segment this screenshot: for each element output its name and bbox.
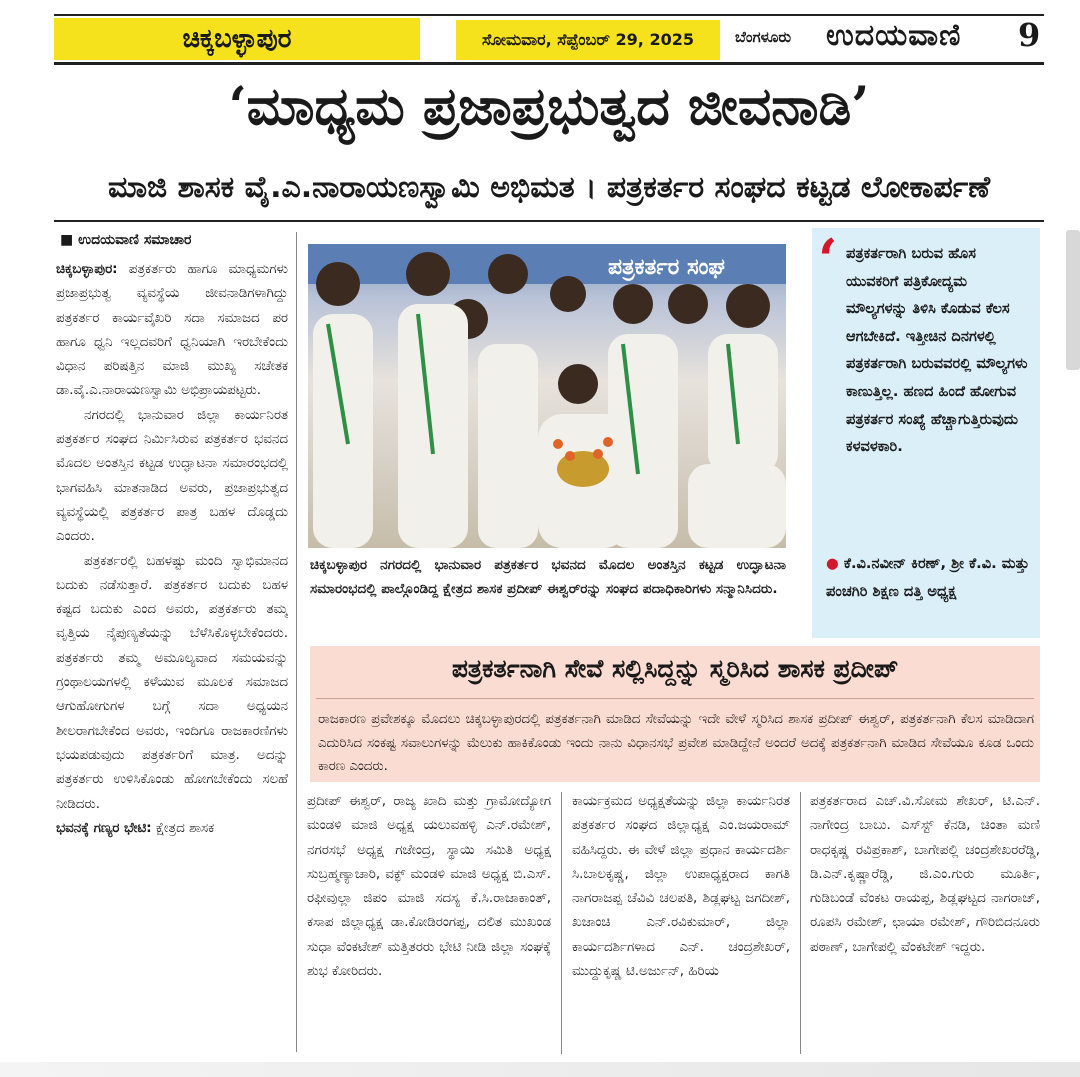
column-divider xyxy=(296,232,297,1052)
dateline: ಚಿಕ್ಕಬಳ್ಳಾಪುರ: xyxy=(56,262,118,277)
issue-date: ಸೋಮವಾರ, ಸೆಪ್ಟೆಂಬರ್ 29, 2025 xyxy=(456,20,720,60)
quote-byline: ಕೆ.ವಿ.ನವೀನ್ ಕಿರಣ್, ಶ್ರೀ ಕೆ.ವಿ. ಮತ್ತು ಪಂಚಗಿರಿ ಶಿಕ್ಷಣ ದತ್ತಿ ಅಧ್ಯಕ್ಷ xyxy=(826,555,1030,600)
edition-city: ಬೆಂಗಳೂರು xyxy=(735,28,792,46)
page-bottom-edge xyxy=(0,1062,1080,1077)
bureau-credit: ■ ಉದಯವಾಣಿ ಸಮಾಚಾರ xyxy=(60,232,192,248)
pull-quote: ಪತ್ರಕರ್ತರಾಗಿ ಬರುವ ಹೊಸ ಯುವಕರಿಗೆ ಪತ್ರಿಕೋದ್ಯಮ ಮೌಲ್ಯಗಳನ್ನು ತಿಳಿಸಿ ಕೊಡುವ ಕೆಲಸ ಆಗಬೇಕಿದೆ. ಇತ್ತೀಚಿನ ದಿನಗಳಲ್ಲಿ ಪತ್ರಕರ್ತರಾಗಿ ಬರುವವರಲ್ಲಿ ಮೌಲ್ಯಗಳು ಕಾಣುತ್ತಿಲ್ಲ. ಹಣದ ಹಿಂದೆ ಹೋಗುವ ಪತ್ರಕರ್ತರ ಸಂಖ್ಯೆ ಹೆಚ್ಚಾಗುತ್ತಿರುವುದು ಕಳವಳಕಾರಿ. xyxy=(846,245,1028,456)
headline: ‘ಮಾಧ್ಯಮ ಪ್ರಜಾಪ್ರಭುತ್ವದ ಜೀವನಾಡಿ’ xyxy=(228,76,870,137)
page-number: 9 xyxy=(1018,16,1041,54)
paragraph-1: ಪತ್ರಕರ್ತರು ಹಾಗೂ ಮಾಧ್ಯಮಗಳು ಪ್ರಜಾಪ್ರಭುತ್ವ ವ್ಯವಸ್ಥೆಯ ಜೀವನಾಡಿಗಳಾಗಿದ್ದು ಪತ್ರಕರ್ತರ ಕಾರ್ಯವೈಖರಿ ಸದಾ ಸಮಾಜದ ಪರ ಹಾಗೂ ಧ್ವನಿ ಇಲ್ಲದವರಿಗೆ ಧ್ವನಿಯಾಗಿ ಇರಬೇಕೆಂದು ವಿಧಾನ ಪರಿಷತ್ತಿನ ಮಾಜಿ ಮುಖ್ಯ ಸಚೇತಕ ಡಾ.ವೈ.ಎ.ನಾರಾಯಣಸ್ವಾಮಿ ಅಭಿಪ್ರಾಯಪಟ್ಟರು. xyxy=(56,262,288,399)
bullet-icon: ● xyxy=(826,555,839,572)
sidebar-title: ಪತ್ರಕರ್ತನಾಗಿ ಸೇವೆ ಸಲ್ಲಿಸಿದ್ದನ್ನು ಸ್ಮರಿಸಿದ ಶಾಸಕ ಪ್ರದೀಪ್ xyxy=(451,654,899,683)
subsection-lead: ಭವನಕ್ಕೆ ಗಣ್ಯರ ಭೇಟಿ: xyxy=(56,820,152,836)
header-rule xyxy=(54,62,1044,65)
quote-mark-icon: ‘ xyxy=(818,227,838,293)
sidebar-rule xyxy=(316,698,1034,699)
subheadline: ಮಾಜಿ ಶಾಸಕ ವೈ.ಎ.ನಾರಾಯಣಸ್ವಾಮಿ ಅಭಿಮತ । ಪತ್ರಕರ್ತರ ಸಂಘದ ಕಟ್ಟಡ ಲೋಕಾರ್ಪಣೆ xyxy=(107,170,991,205)
column-divider xyxy=(561,792,562,1054)
district-label: ಚಿಕ್ಕಬಳ್ಳಾಪುರ xyxy=(54,18,420,60)
paragraph-3: ಪತ್ರಕರ್ತರಲ್ಲಿ ಬಹಳಷ್ಟು ಮಂದಿ ಸ್ವಾಭಿಮಾನದ ಬದುಕು ನಡೆಸುತ್ತಾರೆ. ಪತ್ರಕರ್ತರ ಬದುಕು ಬಹಳ ಕಷ್ಟದ ಬದುಕು ಎಂದ ಅವರು, ಪತ್ರಕರ್ತರು ತಮ್ಮ ವೃತ್ತಿಯ ನೈಪುಣ್ಯತೆಯನ್ನು ಬೆಳೆಸಿಕೊಳ್ಳಬೇಕೆಂದರು. ಪತ್ರಕರ್ತರು ತಮ್ಮ ಅಮೂಲ್ಯವಾದ ಸಮಯವನ್ನು ಗ್ರಂಥಾಲಯಗಳಲ್ಲಿ ಕಳೆಯುವ ಮೂಲಕ ಸಮಾಜದ ಆಗುಹೋಗುಗಳ ಬಗ್ಗೆ ಸದಾ ಅಧ್ಯಯನ ಶೀಲರಾಗಬೇಕೆಂದ ಅವರು, ಇಂದಿಗೂ ರಾಜಕಾರಣಿಗಳು ಭಯಪಡುವುದು ಪತ್ರಕರ್ತರಿಗೆ ಮಾತ್ರ. ಅದನ್ನು ಪತ್ರಕರ್ತರು ಉಳಿಸಿಕೊಂಡು ಹೋಗಬೇಕೆಂದು ಸಲಹೆ ನೀಡಿದರು. xyxy=(56,553,288,812)
article-column-1 xyxy=(56,258,288,1056)
paragraph-2: ನಗರದಲ್ಲಿ ಭಾನುವಾರ ಜಿಲ್ಲಾ ಕಾರ್ಯನಿರತ ಪತ್ರಕರ್ತರ ಸಂಘದ ನಿರ್ಮಿಸಿರುವ ಪತ್ರಕರ್ತರ ಭವನದ ಮೊದಲ ಅಂತಸ್ತಿನ ಕಟ್ಟಡ ಉದ್ಘಾಟನಾ ಸಮಾರಂಭದಲ್ಲಿ ಭಾಗವಹಿಸಿ ಮಾತನಾಡಿದ ಅವರು, ಪ್ರಜಾಪ್ರಭುತ್ವದ ವ್ಯವಸ್ಥೆಯಲ್ಲಿ ಪತ್ರಕರ್ತರ ಪಾತ್ರ ಬಹಳ ದೊಡ್ಡದು ಎಂದರು. xyxy=(56,407,288,545)
event-photo xyxy=(308,244,786,548)
article-column-4: ಪತ್ರಕರ್ತರಾದ ಎಚ್.ವಿ.ಸೋಮ ಶೇಖರ್, ಟಿ.ಎನ್. ನಾಗೇಂದ್ರ ಬಾಬು. ಎಸ್‌ಸ್ಟ್ ಕೆನಡಿ, ಚಿಂತಾ ಮಣಿ ರಾಧಕೃಷ್ಣ ರವಿಪ್ರಕಾಶ್, ಬಾಗೇಪಲ್ಲಿ ಚಂದ್ರಶೇಖರರೆಡ್ಡಿ, ಡಿ.ಎನ್.ಕೃಷ್ಣಾರೆಡ್ಡಿ, ಜಿ.ಎಂ.ಗುರು ಮೂರ್ತಿ, ಗುಡಿಬಂಡೆ ವೆಂಕಟ ರಾಯಪ್ಪ, ಶಿಡ್ಲಘಟ್ಟದ ನಾಗರಾಜ್, ರೂಪಸಿ ರಮೇಶ್, ಛಾಯಾ ರಮೇಶ್, ಗೌರಿಬಿದನೂರು ಪಠಾಣ್, ಬಾಗೇಪಲ್ಲಿ ವೆಂಕಟೇಶ್ ಇದ್ದರು. xyxy=(810,794,1040,955)
sidebar-text: ರಾಜಕಾರಣ ಪ್ರವೇಶಕ್ಕೂ ಮೊದಲು ಚಿಕ್ಕಬಳ್ಳಾಪುರದಲ್ಲಿ ಪತ್ರಕರ್ತನಾಗಿ ಮಾಡಿದ ಸೇವೆಯನ್ನು ಇದೇ ವೇಳೆ ಸ್ಮರಿಸಿದ ಶಾಸಕ ಪ್ರದೀಪ್ ಈಶ್ವರ್, ಪತ್ರಕರ್ತನಾಗಿ ಕೆಲಸ ಮಾಡಿದಾಗ ಎದುರಿಸಿದ ಸಂಕಷ್ಟ ಸವಾಲುಗಳನ್ನು ಮೆಲುಕು ಹಾಕಿಕೊಂಡು ಇಂದು ನಾನು ವಿಧಾನಸಭೆ ಪ್ರವೇಶ ಮಾಡಿದ್ದೇನೆ ಅಂದರೆ ಅದಕ್ಕೆ ಪತ್ರಕರ್ತನಾಗಿ ಮಾಡಿದ ಸೇವೆಯೂ ಕೂಡ ಒಂದು ಕಾರಣ ಎಂದರು. xyxy=(318,712,1034,774)
column-divider xyxy=(800,792,801,1054)
photo-banner-text: ಪತ್ರಕರ್ತರ ಸಂಘ xyxy=(608,255,725,280)
top-rule xyxy=(54,14,1044,16)
article-column-3: ಕಾರ್ಯಕ್ರಮದ ಅಧ್ಯಕ್ಷತೆಯನ್ನು ಜಿಲ್ಲಾ ಕಾರ್ಯನಿರತ ಪತ್ರಕರ್ತರ ಸಂಘದ ಜಿಲ್ಲಾಧ್ಯಕ್ಷ ಎಂ.ಜಯರಾಮ್ ವಹಿಸಿದ್ದರು. ಈ ವೇಳೆ ಜಿಲ್ಲಾ ಪ್ರಧಾನ ಕಾರ್ಯದರ್ಶಿ ಸಿ.ಬಾಲಕೃಷ್ಣ, ಜಿಲ್ಲಾ ಉಪಾಧ್ಯಕ್ಷರಾದ ಕಾಗತಿ ನಾಗರಾಜಪ್ಪ ಚೆವಿವಿ ಚಲಪತಿ, ಶಿಡ್ಲಘಟ್ಟ ಜಗದೀಶ್, ಖಜಾಂಚಿ ಎನ್.ರವಿಕುಮಾರ್, ಜಿಲ್ಲಾ ಕಾರ್ಯದರ್ಶಿಗಳಾದ ಎನ್. ಚಂದ್ರಶೇಖರ್, ಮುದ್ದುಕೃಷ್ಣ ಟಿ.ಅರ್ಜುನ್, ಹಿರಿಯ xyxy=(572,794,790,980)
quote-attribution xyxy=(826,550,1032,605)
paragraph-4: ಕ್ಷೇತ್ರದ ಶಾಸಕ xyxy=(155,820,215,836)
scrollbar[interactable] xyxy=(1066,230,1080,370)
photo-caption: ಚಿಕ್ಕಬಳ್ಳಾಪುರ ನಗರದಲ್ಲಿ ಭಾನುವಾರ ಪತ್ರಕರ್ತರ ಭವನದ ಮೊದಲ ಅಂತಸ್ತಿನ ಕಟ್ಟಡ ಉದ್ಘಾಟನಾ ಸಮಾರಂಭದಲ್ಲಿ ಪಾಲ್ಗೊಂಡಿದ್ದ ಕ್ಷೇತ್ರದ ಶಾಸಕ ಪ್ರದೀಪ್ ಈಶ್ವರ್‌ರನ್ನು ಸಂಘದ ಪದಾಧಿಕಾರಿಗಳು ಸನ್ಮಾನಿಸಿದರು. xyxy=(310,557,786,597)
photo-illustration xyxy=(308,244,786,548)
article-column-2: ಪ್ರದೀಪ್ ಈಶ್ವರ್, ರಾಜ್ಯ ಖಾದಿ ಮತ್ತು ಗ್ರಾಮೋದ್ಯೋಗ ಮಂಡಳಿ ಮಾಜಿ ಅಧ್ಯಕ್ಷ ಯಲುವಹಳ್ಳಿ ಎನ್.ರಮೇಶ್, ನಗರಸಭೆ ಅಧ್ಯಕ್ಷ ಗಜೇಂದ್ರ, ಸ್ಥಾಯಿ ಸಮಿತಿ ಅಧ್ಯಕ್ಷ ಸುಬ್ರಹ್ಮಣ್ಯಾಚಾರಿ, ವಕ್ಫ್ ಮಂಡಳಿ ಮಾಜಿ ಅಧ್ಯಕ್ಷ ಬಿ.ಎಸ್. ರಫೀವುಲ್ಲಾ ಜಿಪಂ ಮಾಜಿ ಸದಸ್ಯ ಕೆ.ಸಿ.ರಾಜಾಕಾಂತ್, ಕಸಾಪ ಜಿಲ್ಲಾಧ್ಯಕ್ಷ ಡಾ.ಕೋಡಿರಂಗಪ್ಪ, ದಲಿತ ಮುಖಂಡ ಸುಧಾ ವೆಂಕಟೇಶ್ ಮತ್ತಿತರರು ಭೇಟಿ ನೀಡಿ ಜಿಲ್ಲಾ ಸಂಘಕ್ಕೆ ಶುಭ ಕೋರಿದರು. xyxy=(307,794,551,980)
subhead-rule xyxy=(54,220,1044,222)
newspaper-name: ಉದಯವಾಣಿ xyxy=(826,18,962,53)
